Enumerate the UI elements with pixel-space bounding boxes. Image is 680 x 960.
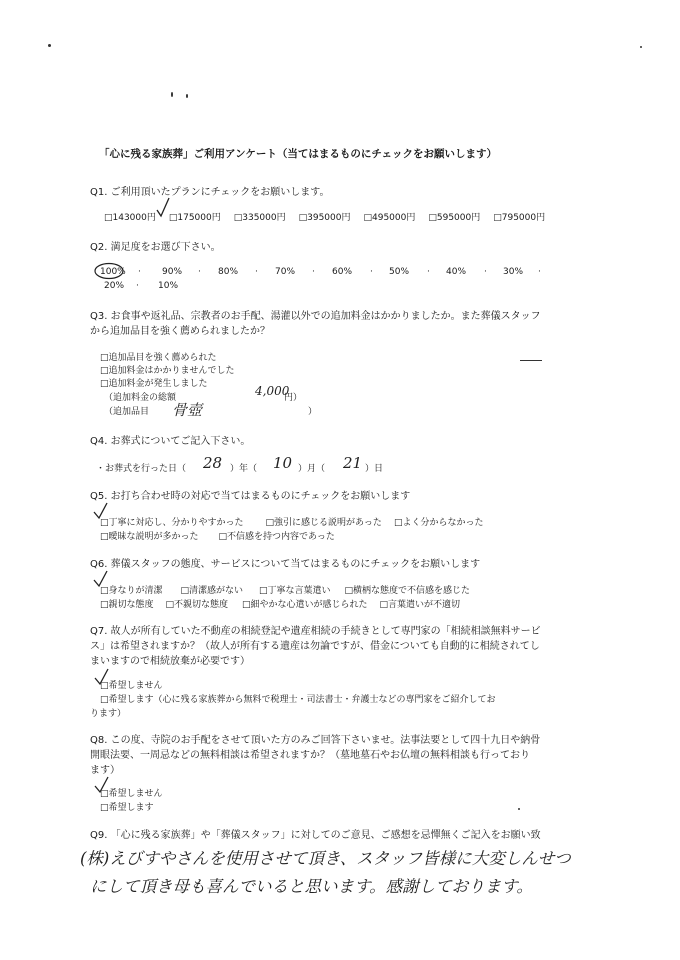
q6-options-row-2 bbox=[100, 597, 460, 610]
q4-day-unit: ）日 bbox=[365, 464, 384, 474]
q6-option[interactable]: □親切な態度 bbox=[100, 600, 154, 610]
q4-year-unit: ）年（ bbox=[230, 464, 258, 474]
q3-question-line-2: から追加品目を強く薦められましたか？ bbox=[90, 326, 270, 337]
q5-option[interactable]: □よく分からなかった bbox=[393, 518, 484, 528]
q3-total-handwritten[interactable]: 4,000 bbox=[255, 384, 290, 398]
q6-option-checked[interactable]: □身なりが清潔 bbox=[100, 586, 163, 596]
q3-option-no-extra[interactable]: □追加料金はかかりませんでした bbox=[100, 366, 235, 376]
q8-question-line-1: Q8. この度、寺院のお手配をさせて頂いた方のみご回答下さいませ。法事法要として四十九日や納骨 bbox=[90, 735, 541, 746]
scan-speck bbox=[518, 808, 520, 810]
q5-options-row-2 bbox=[100, 529, 335, 542]
q5-options-row-1 bbox=[100, 515, 483, 528]
q7-option-request[interactable]: □希望します（心に残る家族葬から無料で税理士・司法書士・弁護士などの専門家をご紹介してお bbox=[100, 695, 496, 705]
q1-checkmark-icon bbox=[155, 196, 171, 218]
q6-option[interactable]: □言葉遣いが不適切 bbox=[379, 600, 461, 610]
q2-option-30[interactable]: 30% bbox=[503, 267, 524, 277]
q3-question-line-1: Q3. お食事や返礼品、宗教者のお手配、湯灌以外での追加料金はかかりましたか。また葬儀スタッフ bbox=[90, 311, 541, 322]
q9-answer-line-2[interactable]: にして頂き母も喜んでいると思います。感謝しております。 bbox=[90, 877, 533, 896]
q1-option-checked[interactable]: □175000円 bbox=[168, 213, 221, 223]
q3-item-label: （追加品目 bbox=[104, 407, 150, 417]
q2-option-70[interactable]: 70% bbox=[275, 267, 296, 277]
q1-option[interactable]: □595000円 bbox=[428, 213, 481, 223]
q2-option-10[interactable]: 10% bbox=[158, 281, 179, 291]
q3-item-close: ） bbox=[308, 407, 318, 417]
q7-question-line-1: Q7. 故人が所有していた不動産の相続登記や遺産相続の手続きとして専門家の「相続相談無料サービ bbox=[90, 626, 541, 637]
q6-option[interactable]: □不親切な態度 bbox=[165, 600, 229, 610]
q3-total-label: （追加料金の総額 bbox=[104, 393, 177, 403]
scan-speck bbox=[186, 94, 188, 98]
q4-month-unit: ）月（ bbox=[298, 464, 326, 474]
q5-option[interactable]: □不信感を持つ内容であった bbox=[218, 532, 335, 542]
q4-year-handwritten[interactable]: 28 bbox=[203, 454, 223, 472]
q1-option[interactable]: □395000円 bbox=[298, 213, 351, 223]
q8-question-line-3: ます） bbox=[90, 765, 120, 776]
q2-option-60[interactable]: 60% bbox=[332, 267, 353, 277]
q6-option[interactable]: □細やかな心遣いが感じられた bbox=[242, 600, 368, 610]
q9-answer-line-1[interactable]: (株)えびすやさんを使用させて頂き、スタッフ皆様に大変しんせつ bbox=[80, 849, 571, 868]
q9-question-line-1: Q9. 「心に残る家族葬」や「葬儀スタッフ」に対してのご意見、ご感想を忌憚無くご記入をお願い致 bbox=[90, 830, 541, 841]
q6-option[interactable]: □丁寧な言葉遣い bbox=[259, 586, 331, 596]
q5-question: Q5. お打ち合わせ時の対応で当てはまるものにチェックをお願いします bbox=[90, 491, 411, 502]
q3-option-recommended[interactable]: □追加品目を強く薦められた bbox=[100, 353, 217, 363]
q6-option[interactable]: □横柄な態度で不信感を感じた bbox=[344, 586, 471, 596]
q5-option-checked[interactable]: □丁寧に対応し、分かりやすかった bbox=[100, 518, 244, 528]
q1-option[interactable]: □795000円 bbox=[493, 213, 546, 223]
q3-total-unit: 円） bbox=[284, 393, 303, 403]
q3-item-handwritten[interactable]: 骨壺 bbox=[172, 401, 203, 419]
q2-option-100[interactable]: 100% bbox=[100, 267, 126, 277]
q6-options-row-1 bbox=[100, 583, 470, 596]
q7-option-decline[interactable]: □希望しません bbox=[100, 681, 163, 691]
q2-option-90[interactable]: 90% bbox=[162, 267, 183, 277]
q2-option-50[interactable]: 50% bbox=[389, 267, 410, 277]
page-title: 「心に残る家族葬」ご利用アンケート（当てはまるものにチェックをお願いします） bbox=[99, 148, 498, 160]
q7-question-line-3: まいますので相続放棄が必要です） bbox=[90, 656, 250, 667]
q8-option-decline[interactable]: □希望しません bbox=[100, 789, 163, 799]
q2-circle-mark-icon bbox=[93, 261, 127, 281]
q8-question-line-2: 開眼法要、一周忌などの無料相談は希望されますか？（墓地墓石やお仏壇の無料相談も行っており bbox=[90, 750, 530, 761]
q7-option-request-cont: ります） bbox=[90, 709, 127, 719]
q6-question: Q6. 葬儀スタッフの態度、サービスについて当てはまるものにチェックをお願いします bbox=[90, 559, 481, 570]
q1-question: Q1. ご利用頂いたプランにチェックをお願いします。 bbox=[90, 187, 330, 198]
q6-option[interactable]: □清潔感がない bbox=[180, 586, 244, 596]
scan-speck bbox=[640, 46, 642, 48]
q3-option-extra-charged[interactable]: □追加料金が発生しました bbox=[100, 379, 208, 389]
q4-month-handwritten[interactable]: 10 bbox=[273, 454, 293, 472]
q4-day-handwritten[interactable]: 21 bbox=[343, 454, 363, 472]
q8-option-request[interactable]: □希望します bbox=[100, 803, 154, 813]
q2-option-80[interactable]: 80% bbox=[218, 267, 239, 277]
q7-question-line-2: ス」は希望されますか？（故人が所有する遺産は勿論ですが、借金についても自動的に相続されてし bbox=[90, 641, 540, 652]
q5-option[interactable]: □曖昧な説明が多かった bbox=[100, 532, 199, 542]
q2-option-40[interactable]: 40% bbox=[446, 267, 467, 277]
scan-speck bbox=[520, 360, 542, 361]
q4-date-label: ・お葬式を行った日（ bbox=[96, 464, 187, 474]
scan-speck bbox=[48, 44, 51, 47]
q2-question: Q2. 満足度をお選び下さい。 bbox=[90, 242, 221, 253]
q1-option[interactable]: □495000円 bbox=[363, 213, 416, 223]
q1-option[interactable]: □335000円 bbox=[233, 213, 286, 223]
q1-option[interactable]: □143000円 bbox=[104, 213, 156, 223]
q2-option-20[interactable]: 20% bbox=[104, 281, 125, 291]
scan-speck bbox=[171, 92, 173, 97]
q4-question: Q4. お葬式についてご記入下さい。 bbox=[90, 436, 251, 447]
q5-option[interactable]: □強引に感じる説明があった bbox=[265, 518, 382, 528]
